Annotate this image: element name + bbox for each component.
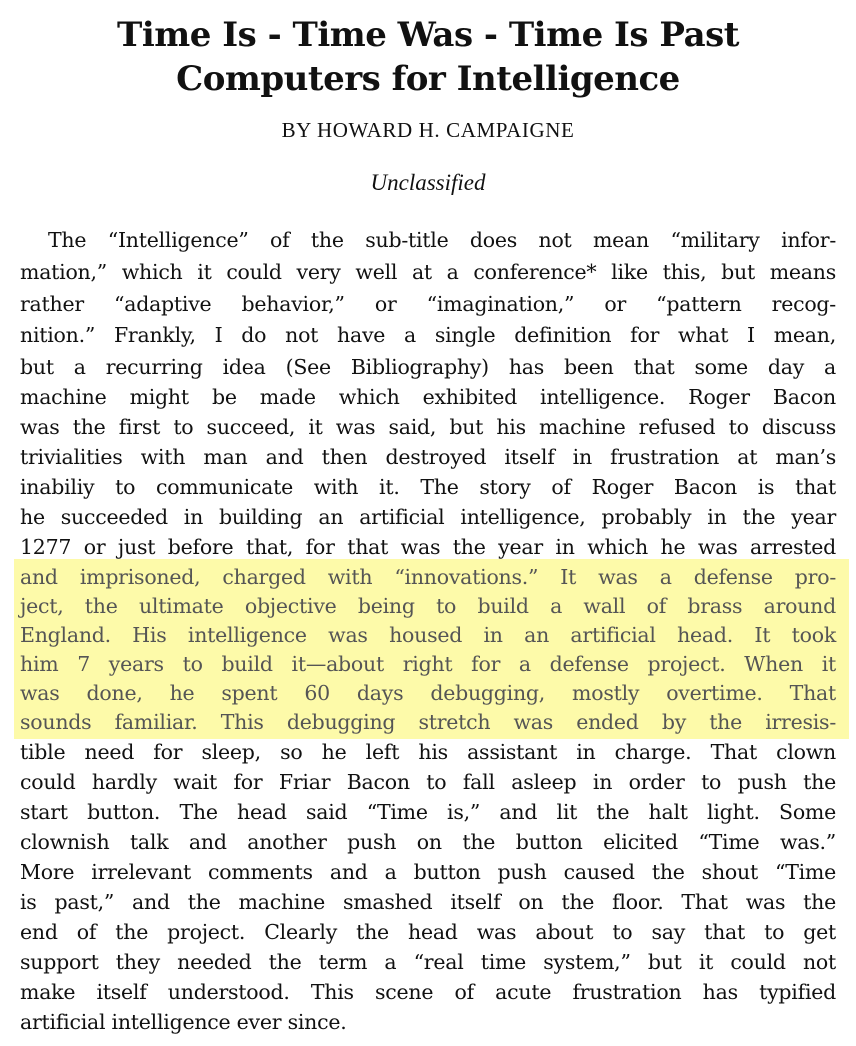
body-line-highlighted: sounds familiar. This debugging stretch was ended by the irresis-	[20, 710, 836, 734]
body-line-highlighted: England. His intelligence was housed in an artificial head. It took	[20, 623, 836, 647]
body-line: end of the project. Clearly the head was about to say that to get	[20, 920, 836, 944]
body-line: start button. The head said “Time is,” and lit the halt light. Some	[20, 800, 836, 824]
body-line: clownish talk and another push on the button elicited “Time was.”	[20, 830, 836, 854]
body-line: mation,” which it could very well at a conference* like this, but means	[20, 260, 836, 284]
body-line: make itself understood. This scene of acute frustration has typified	[20, 980, 836, 1004]
body-line: nition.” Frankly, I do not have a single definition for what I mean,	[20, 323, 836, 347]
body-line: was the first to succeed, it was said, but his machine refused to discuss	[20, 415, 836, 439]
title-line-1: Time Is - Time Was - Time Is Past	[117, 15, 739, 55]
body-line: The “Intelligence” of the sub-title does not mean “military infor-	[48, 228, 836, 252]
body-line: More irrelevant comments and a button push caused the shout “Time	[20, 860, 836, 884]
author-byline: BY HOWARD H. CAMPAIGNE	[281, 118, 575, 142]
body-line-highlighted: ject, the ultimate objective being to build a wall of brass around	[20, 594, 836, 618]
classification-marking: Unclassified	[370, 170, 486, 195]
body-line-highlighted: him 7 years to build it—about right for a defense project. When it	[20, 652, 836, 676]
body-line: rather “adaptive behavior,” or “imagination,” or “pattern recog-	[20, 292, 836, 316]
body-line: could hardly wait for Friar Bacon to fall asleep in order to push the	[20, 770, 836, 794]
body-line: he succeeded in building an artificial intelligence, probably in the year	[20, 505, 836, 529]
body-line: machine might be made which exhibited intelligence. Roger Bacon	[20, 385, 836, 409]
title-line-2: Computers for Intelligence	[176, 59, 680, 99]
body-line: support they needed the term a “real time system,” but it could not	[20, 950, 836, 974]
body-line-highlighted: was done, he spent 60 days debugging, mostly overtime. That	[20, 681, 836, 705]
body-line-highlighted: and imprisoned, charged with “innovations.” It was a defense pro-	[20, 565, 836, 589]
body-line: 1277 or just before that, for that was the year in which he was arrested	[20, 535, 836, 559]
body-line-last: artificial intelligence ever since.	[20, 1010, 347, 1034]
body-line: is past,” and the machine smashed itself on the floor. That was the	[20, 890, 836, 914]
body-line: but a recurring idea (See Bibliography) has been that some day a	[20, 355, 836, 379]
body-line: tible need for sleep, so he left his assistant in charge. That clown	[20, 740, 836, 764]
body-line: trivialities with man and then destroyed itself in frustration at man’s	[20, 445, 836, 469]
body-line: inabiliy to communicate with it. The story of Roger Bacon is that	[20, 475, 836, 499]
